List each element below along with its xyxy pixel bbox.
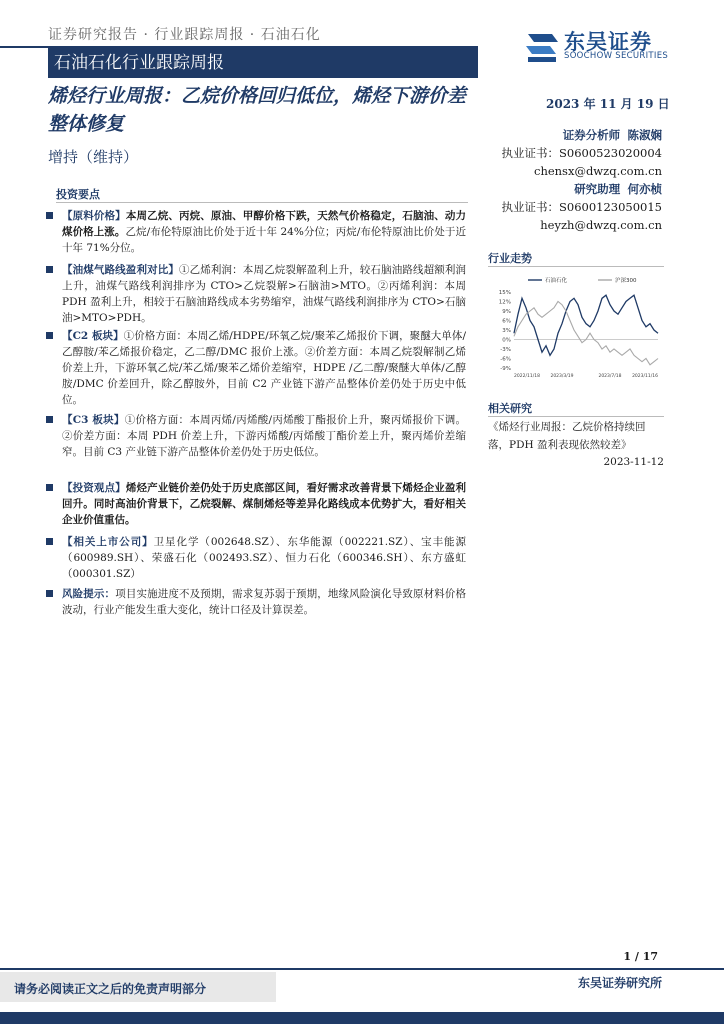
analyst-email[interactable]: heyzh@dwzq.com.cn	[540, 218, 662, 232]
bullet-square-icon	[46, 266, 53, 273]
y-tick-label: -3%	[500, 347, 511, 353]
x-tick-label: 2023/11/16	[632, 374, 658, 379]
rating: 增持（维持）	[48, 148, 139, 166]
key-point-4: 【C3 板块】①价格方面：本周丙烯/丙烯酸/丙烯酸丁酯报价上升，聚丙烯报价下调。②价差方面：本周 PDH 价差上升，下游丙烯酸/丙烯酸丁酯价差上升，聚丙烯价差缩窄。目前 C3 产业链下游产品整体价差仍处于历史低位。	[62, 412, 466, 460]
analyst-role: 证券分析师	[562, 128, 621, 142]
y-tick-label: 9%	[502, 309, 511, 315]
related-rule	[488, 416, 664, 417]
key-point-5: 【投资观点】烯烃产业链价差仍处于历史底部区间，看好需求改善背景下烯烃企业盈利回升。同时高油价背景下，乙烷裂解、煤制烯烃等差异化路线成本优势扩大，看好相关企业价值重估。	[62, 480, 466, 528]
footer-rule	[0, 968, 724, 970]
logo-mark-icon	[526, 34, 558, 62]
bullet-square-icon	[46, 590, 53, 597]
breadcrumb: 证券研究报告 · 行业跟踪周报 · 石油石化	[48, 27, 321, 43]
key-points-title: 投资要点	[56, 188, 100, 201]
logo-text-en: SOOCHOW SECURITIES	[564, 51, 669, 61]
related-report-link[interactable]: 《烯烃行业周报：乙烷价格持续回落，PDH 盈利表现依然较差》	[488, 421, 646, 451]
bullet-square-icon	[46, 484, 53, 491]
y-tick-label: 12%	[498, 299, 511, 306]
chart-lines	[514, 295, 658, 365]
footer-bar	[0, 1012, 724, 1024]
analyst-email[interactable]: chensx@dwzq.com.cn	[534, 164, 662, 178]
related-title: 相关研究	[488, 402, 532, 415]
chart-axes	[499, 290, 658, 379]
footer-institute: 东吴证券研究所	[577, 976, 662, 990]
x-tick-label: 2023/3/19	[550, 374, 574, 379]
series-line-1	[514, 295, 658, 355]
y-tick-label: 15%	[498, 290, 511, 296]
analyst-2	[502, 180, 663, 234]
analyst-1	[502, 126, 663, 180]
disclaimer-text: 请务必阅读正文之后的免责声明部分	[14, 982, 207, 996]
x-tick-label: 2022/11/18	[514, 374, 540, 379]
analyst-cert: 执业证书：S0600123050015	[501, 200, 662, 214]
bullet-square-icon	[46, 212, 53, 219]
y-tick-label: -6%	[500, 356, 511, 363]
y-tick-label: 0%	[502, 337, 511, 344]
key-point-2: 【油煤气路线盈利对比】①乙烯利润：本周乙烷裂解盈利上升，较石脑油路线超额利润上升，油煤气路线利润排序为 CTO>乙烷裂解>石脑油>MTO。②丙烯利润：本周 PDH 盈利上升，相较于石脑油路线成本劣势缩窄，油煤气路线利润排序为 CTO>石脑油>MTO>PDH。	[62, 262, 466, 326]
key-points-rule	[56, 202, 468, 203]
industry-trend-chart	[488, 270, 664, 382]
trend-title: 行业走势	[488, 252, 532, 265]
analyst-role: 研究助理	[574, 182, 621, 196]
report-headline: 烯烃行业周报：乙烷价格回归低位，烯烃下游价差整体修复	[48, 85, 467, 135]
logo-text-cn: 东吴证券	[564, 30, 652, 54]
chart-legend	[528, 276, 637, 284]
report-date: 2023 年 11 月 19 日	[546, 97, 670, 111]
bullet-square-icon	[46, 416, 53, 423]
key-point-3: 【C2 板块】①价格方面：本周乙烯/HDPE/环氧乙烷/聚苯乙烯报价下调，聚醚大单体/乙醇胺/苯乙烯报价稳定，乙二醇/DMC 报价上涨。②价差方面：本周乙烷裂解制乙烯价差上升，下游环氧乙烷/苯乙烯/聚苯乙烯价差缩窄，HDPE /乙二醇/聚醚大单体/乙醇胺/DMC 价差回升，除乙醇胺外，目前 C2 产业链下游产品整体价差仍处于历史中低位。	[62, 328, 466, 408]
legend-label: 石油石化	[545, 278, 568, 284]
legend-label: 沪深300	[615, 278, 637, 284]
related-report-date: 2023-11-12	[603, 456, 664, 468]
analyst-name: 何亦桢	[627, 182, 662, 196]
bullet-square-icon	[46, 538, 53, 545]
y-tick-label: 6%	[502, 318, 511, 325]
bullet-square-icon	[46, 332, 53, 339]
key-point-1: 【原料价格】本周乙烷、丙烷、原油、甲醇价格下跌，天然气价格稳定，石脑油、动力煤价格上涨。乙烷/布伦特原油比价处于近十年 24%分位；丙烷/布伦特原油比价处于近十年 71%分位。	[62, 208, 466, 256]
y-tick-label: 3%	[502, 328, 511, 334]
key-point-7: 风险提示：项目实施进度不及预期，需求复苏弱于预期，地缘风险演化导致原材料价格波动，行业产能发生重大变化，统计口径及计算误差。	[62, 586, 466, 618]
series-title: 石油石化行业跟踪周报	[48, 48, 478, 78]
x-tick-label: 2023/7/18	[598, 374, 622, 379]
analyst-name: 陈淑娴	[627, 128, 662, 142]
trend-rule	[488, 266, 664, 267]
disclaimer-notice	[0, 972, 276, 1002]
analyst-cert: 执业证书：S0600523020004	[501, 146, 662, 160]
page-number: 1 / 17	[623, 950, 658, 963]
key-point-6: 【相关上市公司】卫星化学（002648.SZ）、东华能源（002221.SZ）、宝丰能源（600989.SH）、荣盛石化（002493.SZ）、恒力石化（600346.SH）、东方盛虹（000301.SZ）	[62, 534, 466, 582]
y-tick-label: -9%	[500, 366, 511, 372]
